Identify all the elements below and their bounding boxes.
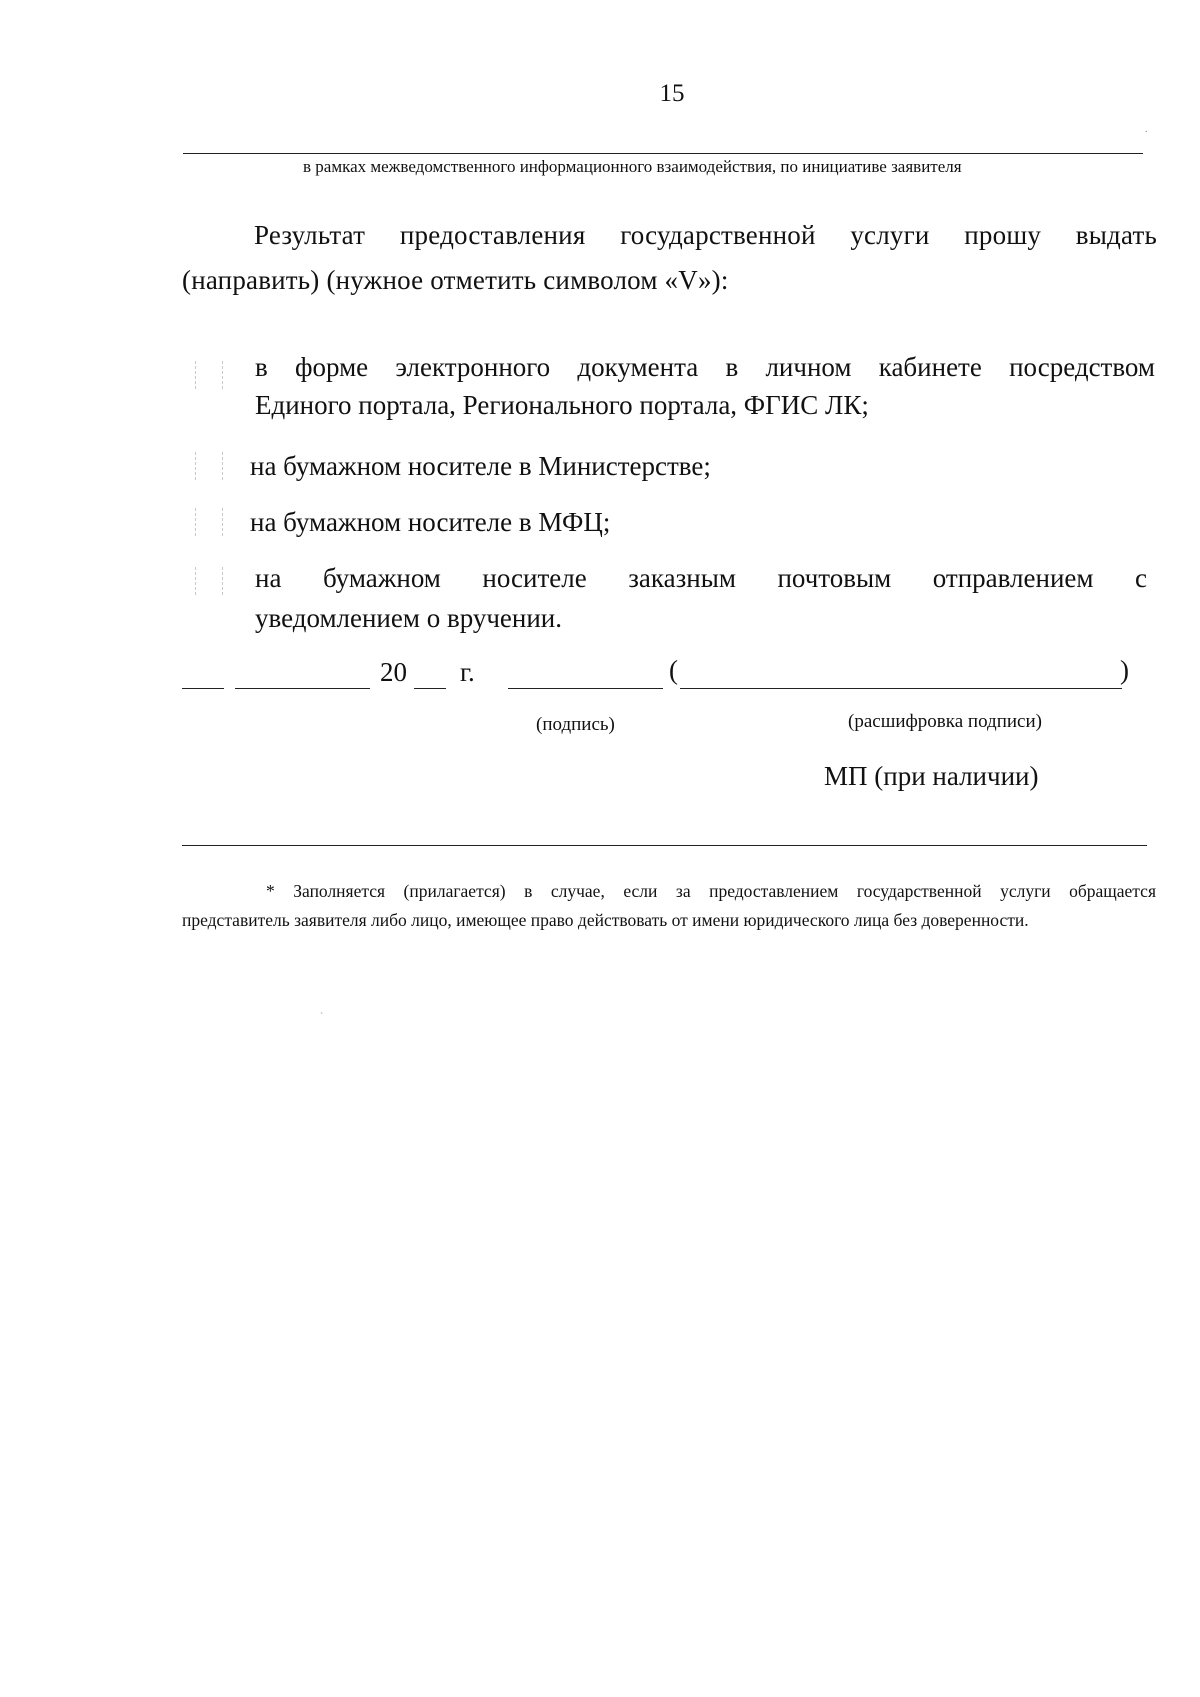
option-electronic-line-1: в форме электронного документа в личном кабинете посредством bbox=[255, 352, 1155, 382]
footnote-line-1: * Заполняется (прилагается) в случае, если за предоставлением государственной услуги обращается bbox=[266, 881, 1156, 901]
footnote-line-2: представитель заявителя либо лицо, имеющее право действовать от имени юридического лица без доверенности. bbox=[182, 910, 1029, 930]
date-year-field[interactable] bbox=[414, 688, 446, 689]
footnote-separator bbox=[182, 845, 1147, 846]
signature-field[interactable] bbox=[508, 688, 663, 689]
request-paragraph bbox=[182, 213, 1157, 303]
request-line-1: Результат предоставления государственной услуги прошу выдать bbox=[254, 220, 1157, 250]
top-fill-line[interactable] bbox=[183, 153, 1143, 154]
paren-close: ) bbox=[1120, 655, 1129, 685]
page-number: 15 bbox=[659, 80, 685, 107]
date-year-prefix: 20 bbox=[380, 657, 407, 687]
date-day-field[interactable] bbox=[182, 688, 224, 689]
option-mfc: на бумажном носителе в МФЦ; bbox=[250, 507, 611, 537]
signature-caption: (подпись) bbox=[536, 714, 615, 735]
date-year-suffix: г. bbox=[460, 657, 475, 687]
option-mail-line-2: уведомлением о вручении. bbox=[255, 603, 563, 633]
option-checkbox-mfc[interactable] bbox=[195, 508, 223, 536]
stray-dot: . bbox=[1145, 124, 1148, 135]
date-month-field[interactable] bbox=[235, 688, 370, 689]
option-ministry: на бумажном носителе в Министерстве; bbox=[250, 451, 711, 481]
option-checkbox-electronic[interactable] bbox=[195, 361, 223, 389]
stray-mark: ` bbox=[320, 1012, 324, 1023]
option-electronic-line-2: Единого портала, Регионального портала, ФГИС ЛК; bbox=[255, 390, 869, 420]
signature-decoding-caption: (расшифровка подписи) bbox=[848, 711, 1042, 732]
seal-note: МП (при наличии) bbox=[824, 761, 1039, 791]
option-checkbox-mail[interactable] bbox=[195, 567, 223, 595]
option-checkbox-ministry[interactable] bbox=[195, 452, 223, 480]
option-mail-line-1: на бумажном носителе заказным почтовым отправлением с bbox=[255, 563, 1147, 593]
signature-decoding-field[interactable] bbox=[680, 688, 1122, 689]
request-line-2: (направить) (нужное отметить символом «V»): bbox=[182, 265, 729, 295]
top-caption: в рамках межведомственного информационного взаимодействия, по инициативе заявителя bbox=[303, 157, 962, 176]
paren-open: ( bbox=[669, 655, 678, 685]
